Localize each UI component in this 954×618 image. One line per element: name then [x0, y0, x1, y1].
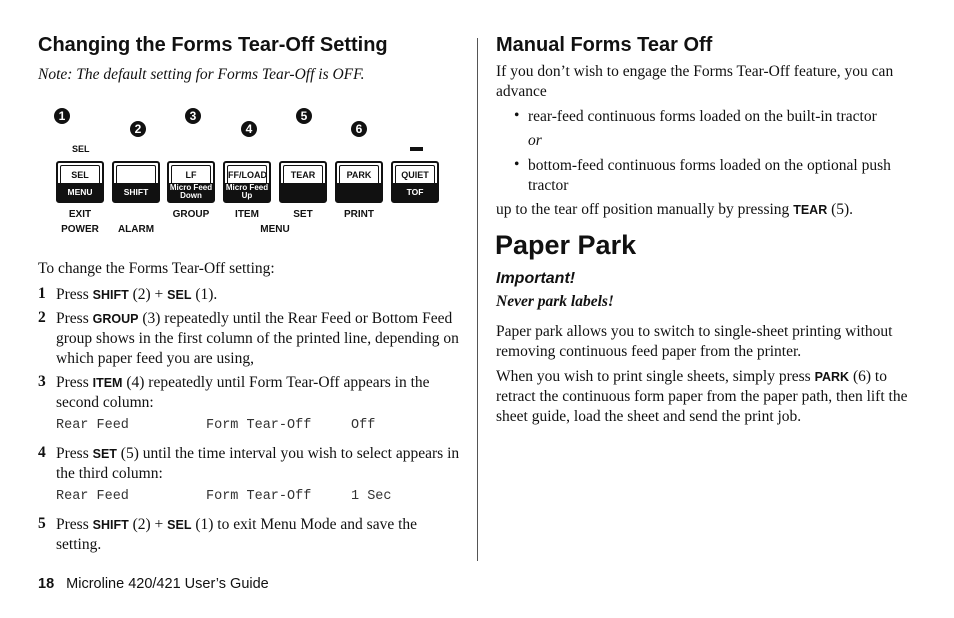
manual-tail — [496, 200, 926, 220]
footer — [38, 576, 269, 592]
page-number: 18 — [38, 576, 55, 592]
shift-button — [112, 161, 160, 203]
note: Note: The default setting for Forms Tear-Off is OFF. — [38, 66, 365, 83]
code-col-3: Off — [351, 418, 376, 433]
button-top-label — [116, 165, 156, 185]
panel-number-3: 3 — [185, 108, 201, 124]
step-text: (5) until the time interval you wish to select appears in the third column: — [56, 445, 460, 482]
step-text: (2) + — [128, 516, 168, 533]
button-top-label: TEAR — [283, 165, 323, 185]
button-bottom-label: SHIFT — [114, 183, 158, 201]
code-col-1: Rear Feed — [56, 489, 129, 504]
button-bottom-label: MENU — [58, 183, 102, 201]
operator-panel-diagram — [0, 0, 477, 250]
bullet-item-2: bottom-feed continuous forms loaded on the optional push tractor — [528, 157, 891, 194]
panel-number-5: 5 — [296, 108, 312, 124]
paper-park-heading: Paper Park — [495, 230, 637, 260]
panel-dash-indicator — [410, 147, 423, 151]
panel-label-item: ITEM — [235, 209, 259, 220]
button-bottom-label — [337, 183, 381, 201]
panel-number-2: 2 — [130, 121, 146, 137]
footer-title: Microline 420/421 User’s Guide — [66, 576, 269, 592]
para-text: When you wish to print single sheets, simply press — [496, 368, 815, 385]
button-top-label: SEL — [60, 165, 100, 185]
sel-menu-button — [56, 161, 104, 203]
panel-label-alarm: ALARM — [117, 224, 155, 235]
quiet-button — [391, 161, 439, 203]
step-text: (2) + — [128, 286, 168, 303]
step-number: 4 — [38, 444, 46, 461]
sel-indicator-label: SEL — [72, 144, 90, 154]
key-group: GROUP — [92, 312, 139, 326]
panel-label-print: PRINT — [344, 209, 374, 220]
panel-number-4: 4 — [241, 121, 257, 137]
step-text: Press — [56, 286, 93, 303]
tail-text: (5). — [827, 201, 854, 218]
code-col-2: Form Tear-Off — [206, 418, 312, 433]
park-paragraph-1: Paper park allows you to switch to single-sheet printing without removing continuous feed paper from the printer. — [496, 323, 893, 360]
or-text: or — [528, 132, 542, 149]
step-text: (4) repeatedly until Form Tear-Off appears in the second column: — [56, 374, 430, 411]
step-text: Press — [56, 516, 93, 533]
never-park-warning: Never park labels! — [496, 293, 614, 310]
step-number: 3 — [38, 373, 46, 390]
step-text: Press — [56, 374, 93, 391]
step-text: (3) repeatedly until the Rear Feed or Bottom Feed group shows in the first column of the printed line, depending on which paper feed you are using, — [56, 310, 459, 367]
button-top-label: PARK — [339, 165, 379, 185]
key-tear: TEAR — [793, 203, 828, 217]
tear-button — [279, 161, 327, 203]
step-4-text — [56, 444, 461, 484]
key-set: SET — [92, 447, 117, 461]
intro-text: To change the Forms Tear-Off setting: — [38, 260, 275, 277]
step-3-text — [56, 373, 461, 413]
step-1-text — [56, 285, 461, 305]
key-sel: SEL — [167, 518, 192, 532]
code-col-3: 1 Sec — [351, 489, 392, 504]
tail-text: up to the tear off position manually by pressing — [496, 201, 794, 218]
important-label: Important! — [496, 270, 576, 287]
panel-label-group: GROUP — [172, 209, 210, 220]
ff-load-button — [223, 161, 271, 203]
button-bottom-label: Micro Feed Down — [169, 183, 213, 200]
panel-number-1: 1 — [54, 108, 70, 124]
code-col-1: Rear Feed — [56, 418, 129, 433]
para-text: (6) to retract the continuous form paper from the paper path, then lift the sheet guide, load the sheet and send the print job. — [496, 368, 908, 425]
step-number: 2 — [38, 309, 46, 326]
key-shift: SHIFT — [92, 288, 129, 302]
step-number: 5 — [38, 515, 46, 532]
key-sel: SEL — [167, 288, 192, 302]
lf-button — [167, 161, 215, 203]
panel-label-menu: MENU — [260, 224, 290, 235]
section-heading-manual-tear-off: Manual Forms Tear Off — [496, 34, 713, 56]
panel-label-exit: EXIT — [68, 209, 92, 220]
manual-intro: If you don’t wish to engage the Forms Tear-Off feature, you can advance — [496, 63, 894, 100]
panel-number-6: 6 — [351, 121, 367, 137]
bullet-item-1: rear-feed continuous forms loaded on the built-in tractor — [528, 108, 877, 125]
panel-label-set: SET — [293, 209, 313, 220]
step-2-text — [56, 309, 461, 369]
section-heading-tear-off: Changing the Forms Tear-Off Setting — [38, 34, 388, 56]
key-park: PARK — [814, 370, 850, 384]
step-text: Press — [56, 310, 93, 327]
key-item: ITEM — [92, 376, 123, 390]
step-number: 1 — [38, 285, 46, 302]
step-text: (1). — [191, 286, 218, 303]
button-bottom-label — [281, 183, 325, 201]
step-text: Press — [56, 445, 93, 462]
panel-label-power: POWER — [61, 224, 99, 235]
bullet-dot: • — [514, 107, 520, 124]
button-bottom-label: Micro Feed Up — [225, 183, 269, 200]
column-divider — [477, 38, 478, 561]
key-shift: SHIFT — [92, 518, 129, 532]
code-col-2: Form Tear-Off — [206, 489, 312, 504]
step-5-text — [56, 515, 461, 555]
park-paragraph-2 — [496, 367, 926, 427]
step-text: (1) to exit Menu Mode and save the setting. — [56, 516, 418, 553]
button-top-label: FF/LOAD — [227, 165, 267, 185]
park-button — [335, 161, 383, 203]
button-bottom-label: TOF — [393, 183, 437, 201]
button-top-label: LF — [171, 165, 211, 185]
button-top-label: QUIET — [395, 165, 435, 185]
bullet-dot: • — [514, 156, 520, 173]
